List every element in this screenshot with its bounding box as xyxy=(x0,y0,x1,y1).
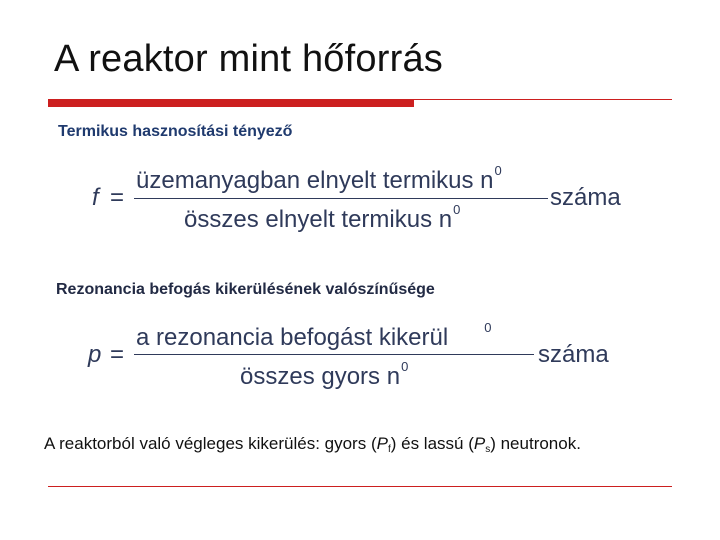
formula-suffix: száma xyxy=(550,184,621,211)
formula-equals: = xyxy=(110,184,125,211)
pf-symbol: P xyxy=(376,434,388,453)
formula-variable-f: f xyxy=(92,184,99,211)
bottom-rule xyxy=(48,486,672,487)
formula-denominator xyxy=(240,359,409,391)
slide-title: A reaktor mint hőforrás xyxy=(54,38,443,80)
title-underline-thin xyxy=(414,99,672,100)
note-text-before: A reaktorból való végleges kikerülés: gyors ( xyxy=(44,434,377,453)
numerator-text: üzemanyagban elnyelt termikus n xyxy=(136,167,494,194)
denominator-text: összes elnyelt termikus n xyxy=(184,206,453,233)
title-underline-thick xyxy=(48,99,414,107)
denominator-superscript: 0 xyxy=(453,202,461,217)
denominator-text: összes gyors n xyxy=(240,363,401,390)
numerator-text: a rezonancia befogást kikerül xyxy=(136,324,449,351)
formula-suffix: száma xyxy=(538,341,609,368)
formula-equals: = xyxy=(110,341,125,368)
denominator-superscript: 0 xyxy=(401,359,409,374)
pf-subscript: f xyxy=(387,444,391,455)
fraction-bar xyxy=(134,198,548,199)
numerator-superscript: 0 xyxy=(484,320,492,335)
note-text-middle: ) és lassú ( xyxy=(390,434,474,453)
numerator-superscript: 0 xyxy=(494,163,502,178)
ps-subscript: s xyxy=(485,444,491,455)
note-text-after: ) neutronok. xyxy=(490,434,581,453)
leakage-note xyxy=(44,434,581,455)
resonance-escape-label: Rezonancia befogás kikerülésének valószínűsége xyxy=(56,281,435,298)
ps-symbol: P xyxy=(473,434,486,453)
thermal-utilization-label: Termikus hasznosítási tényező xyxy=(58,123,293,140)
formula-numerator xyxy=(136,163,502,195)
formula-variable-p: p xyxy=(88,341,102,368)
formula-numerator xyxy=(136,320,492,352)
fraction-bar xyxy=(134,354,534,355)
formula-denominator xyxy=(184,202,461,234)
